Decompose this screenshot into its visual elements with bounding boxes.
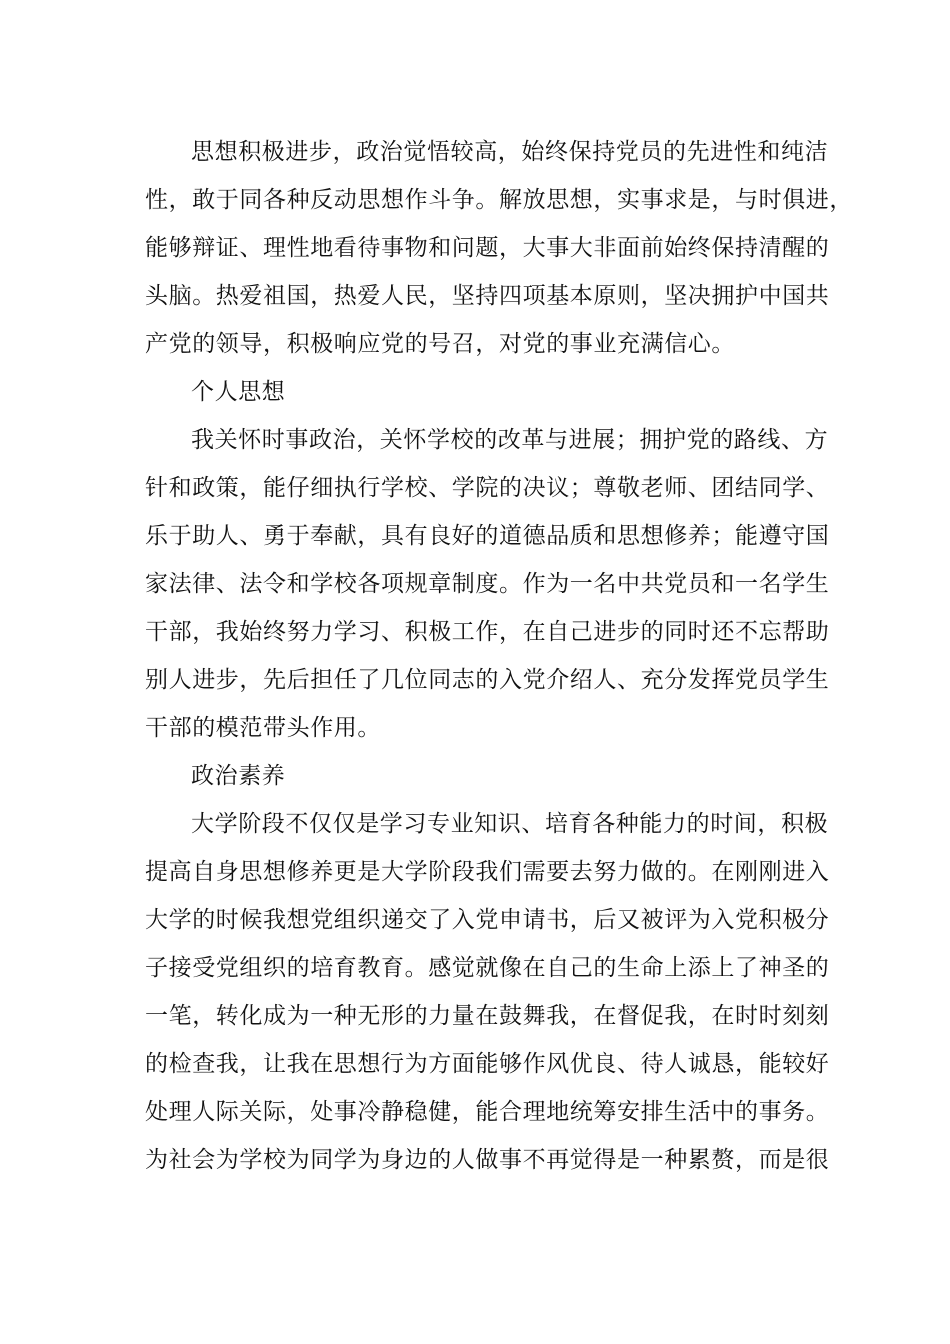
text-line: 头脑。热爱祖国，热爱人民，坚持四项基本原则，坚决拥护中国共 — [145, 283, 830, 309]
text-line: 大学阶段不仅仅是学习专业知识、培育各种能力的时间，积极 — [191, 811, 829, 837]
paragraph — [145, 128, 853, 368]
text-line: 子接受党组织的培育教育。感觉就像在自己的生命上添上了神圣的 — [145, 955, 830, 981]
section-heading — [145, 368, 820, 416]
document-body — [145, 128, 853, 1184]
text-line: 别人进步，先后担任了几位同志的入党介绍人、充分发挥党员学生 — [145, 667, 830, 693]
text-line: 处理人际关际，处事冷静稳健，能合理地统筹安排生活中的事务。 — [145, 1099, 830, 1125]
text-line: 乐于助人、勇于奉献，具有良好的道德品质和思想修养；能遵守国 — [145, 523, 830, 549]
text-line: 为社会为学校为同学为身边的人做事不再觉得是一种累赘，而是很 — [145, 1147, 830, 1173]
text-line: 的检查我，让我在思想行为方面能够作风优良、待人诚恳，能较好 — [145, 1051, 830, 1077]
text-line: 大学的时候我想党组织递交了入党申请书，后又被评为入党积极分 — [145, 907, 830, 933]
text-line: 提高自身思想修养更是大学阶段我们需要去努力做的。在刚刚进入 — [145, 859, 830, 885]
text-line: 性，敢于同各种反动思想作斗争。解放思想，实事求是，与时俱进， — [145, 187, 853, 213]
text-line: 我关怀时事政治，关怀学校的改革与进展；拥护党的路线、方 — [191, 427, 829, 453]
text-line: 产党的领导，积极响应党的号召，对党的事业充满信心。 — [145, 331, 735, 357]
text-line: 家法律、法令和学校各项规章制度。作为一名中共党员和一名学生 — [145, 571, 830, 597]
text-line: 思想积极进步，政治觉悟较高，始终保持党员的先进性和纯洁 — [191, 139, 829, 165]
text-line: 干部的模范带头作用。 — [145, 715, 381, 741]
text-line: 干部，我始终努力学习、积极工作，在自己进步的同时还不忘帮助 — [145, 619, 830, 645]
text-line: 针和政策，能仔细执行学校、学院的决议；尊敬老师、团结同学、 — [145, 475, 830, 501]
heading-text: 个人思想 — [191, 379, 286, 405]
paragraph — [145, 416, 830, 752]
paragraph — [145, 800, 830, 1184]
section-heading — [145, 752, 820, 800]
text-line: 一笔，转化成为一种无形的力量在鼓舞我，在督促我，在时时刻刻 — [145, 1003, 830, 1029]
heading-text: 政治素养 — [191, 763, 286, 789]
text-line: 能够辩证、理性地看待事物和问题，大事大非面前始终保持清醒的 — [145, 235, 830, 261]
